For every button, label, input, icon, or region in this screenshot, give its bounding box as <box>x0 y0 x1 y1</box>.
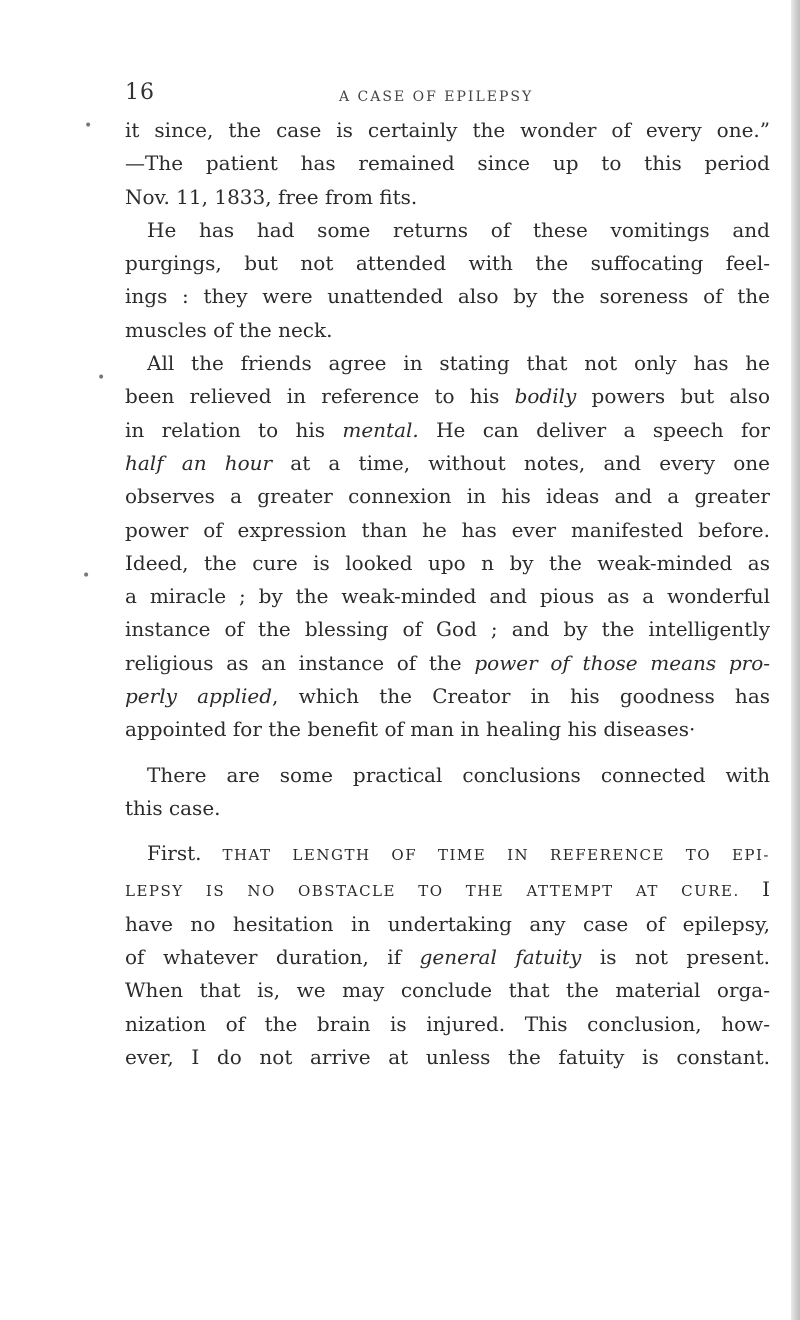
italic-bodily: bodily <box>514 384 577 409</box>
smallcaps-heading: THAT LENGTH OF TIME IN REFERENCE TO EPI- <box>222 846 770 865</box>
paragraph-start: There are some practical conclusions connected with <box>147 762 770 787</box>
paragraph-start: All the friends agree in stating that not only has he <box>147 351 770 376</box>
italic-half-an-hour: half an hour <box>125 450 273 475</box>
text-line: —The patient has remained since up to this period <box>125 151 770 176</box>
text-line: instance of the blessing of God ; and by the intelligently <box>125 617 770 642</box>
text-segment: in relation to his <box>125 417 343 442</box>
text-line: purgings, but not attended with the suffocating feel- <box>125 251 770 276</box>
text-line: muscles of the neck. <box>125 317 333 342</box>
text-line <box>125 873 770 908</box>
text-line <box>125 647 770 680</box>
text-segment: , which the Creator in his goodness has <box>272 684 771 709</box>
text-segment: at a time, without notes, and every one <box>272 450 770 475</box>
text-segment: He can deliver a speech for <box>418 417 770 442</box>
text-line <box>125 447 770 480</box>
text-segment: of whatever duration, if <box>125 945 420 970</box>
text-line: ever, I do not arrive at unless the fatuity is constant. <box>125 1045 770 1070</box>
text-line: Nov. 11, 1833, free from fits. <box>125 184 418 209</box>
text-segment: powers but also <box>576 384 770 409</box>
text-segment: is not present. <box>581 945 771 970</box>
margin-mark: • <box>84 118 93 134</box>
italic-mental: mental. <box>342 417 419 442</box>
text-line: appointed for the benefit of man in healing his diseases· <box>125 717 696 742</box>
page-header <box>125 80 755 110</box>
paragraph-start: He has had some returns of these vomitings and <box>147 217 770 242</box>
margin-mark: • <box>97 370 106 386</box>
text-line: power of expression than he has ever manifested before. <box>125 517 770 542</box>
text-line: it since, the case is certainly the wonder of every one.” <box>125 118 770 142</box>
italic-power-of-means: power of those means pro- <box>474 650 771 675</box>
running-head: A CASE OF EPILEPSY <box>339 89 534 105</box>
page-edge <box>791 0 800 1320</box>
page-number: 16 <box>125 80 155 105</box>
italic-general-fatuity: general fatuity <box>419 945 582 970</box>
text-segment: been relieved in reference to his <box>125 384 515 409</box>
margin-mark: • <box>82 568 91 584</box>
text-line: ings : they were unattended also by the soreness of the <box>125 284 770 309</box>
text-line: Ideed, the cure is looked upo n by the weak-minded as <box>125 550 770 575</box>
text-line: have no hesitation in undertaking any case of epilepsy, <box>125 911 770 936</box>
text-line: a miracle ; by the weak-minded and pious as a wonderful <box>125 584 770 609</box>
text-segment: religious as an instance of the <box>125 650 475 675</box>
text-segment: First. <box>147 841 223 866</box>
body-text <box>125 114 770 1074</box>
text-line <box>125 680 770 713</box>
text-line <box>125 414 770 447</box>
smallcaps-heading: LEPSY IS NO OBSTACLE TO THE ATTEMPT AT CURE. <box>125 881 740 900</box>
text-line: nization of the brain is injured. This conclusion, how- <box>125 1011 770 1036</box>
text-line: When that is, we may conclude that the material orga- <box>125 978 770 1003</box>
text-line: observes a greater connexion in his ideas and a greater <box>125 484 770 509</box>
text-segment: I <box>739 876 770 901</box>
text-line <box>125 380 770 413</box>
text-line <box>125 941 770 974</box>
text-line: this case. <box>125 795 221 820</box>
paragraph-start <box>125 837 770 872</box>
italic-properly-applied: perly applied <box>125 684 273 709</box>
